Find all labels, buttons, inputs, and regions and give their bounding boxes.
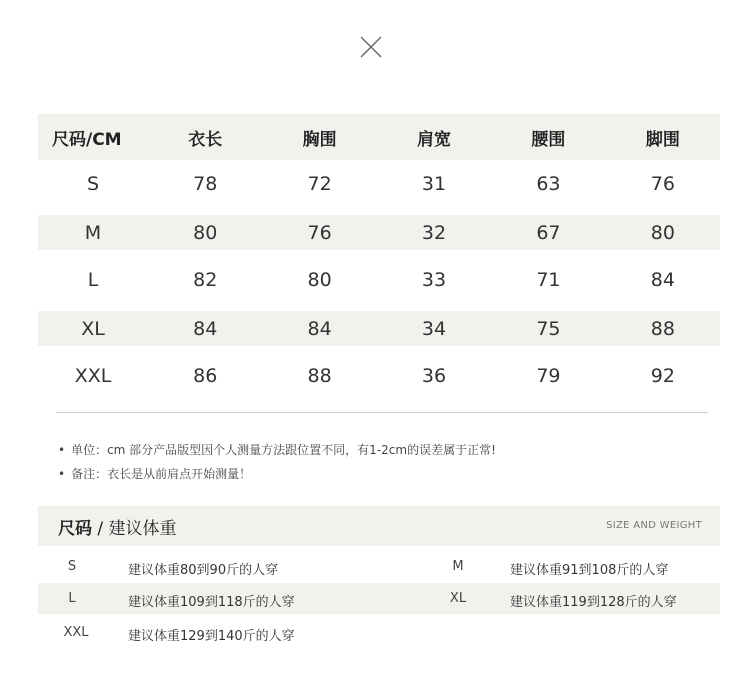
weight-section-title — [58, 514, 177, 539]
weight-text: 建议体重129到140斤的人穿 — [128, 629, 295, 644]
size-cell: M — [84, 221, 102, 244]
header-waist: 腰围 — [531, 129, 566, 150]
note-unit — [58, 438, 496, 462]
table-header — [38, 114, 720, 160]
weight-row — [38, 583, 720, 614]
header-hem: 脚围 — [645, 129, 680, 150]
value-cell: 88 — [650, 317, 675, 340]
table-row — [38, 160, 720, 208]
value-cell: 80 — [193, 221, 218, 244]
value-cell: 88 — [307, 365, 332, 387]
weight-title-bold: 尺码 — [58, 519, 92, 539]
value-cell: 84 — [650, 269, 675, 291]
value-cell: 80 — [650, 221, 675, 244]
note-unit-text: 单位：cm 部分产品版型因个人测量方法跟位置不同，有1-2cm的误差属于正常! — [71, 443, 496, 457]
value-cell: 31 — [421, 173, 447, 195]
weight-section-subtitle: SIZE AND WEIGHT — [606, 520, 702, 531]
bullet-icon: • — [58, 443, 66, 457]
notes — [58, 438, 496, 486]
value-cell: 84 — [193, 317, 218, 340]
weight-section-header — [38, 506, 720, 546]
value-cell: 33 — [421, 269, 447, 291]
weight-text: 建议体重119到128斤的人穿 — [510, 595, 677, 610]
table-row — [38, 256, 720, 304]
weight-row — [38, 617, 720, 648]
value-cell: 82 — [193, 269, 218, 291]
value-cell: 71 — [536, 269, 561, 291]
value-cell: 78 — [193, 173, 218, 195]
header-shoulder: 肩宽 — [417, 129, 452, 150]
table-divider — [56, 412, 708, 413]
value-cell: 86 — [193, 365, 218, 387]
table-row — [38, 311, 720, 346]
weight-text: 建议体重91到108斤的人穿 — [510, 563, 669, 578]
value-cell: 80 — [307, 269, 332, 291]
weight-size: L — [68, 591, 76, 606]
weight-title-rest: / 建议体重 — [92, 519, 177, 539]
weight-text: 建议体重80到90斤的人穿 — [128, 563, 279, 578]
value-cell: 72 — [307, 173, 332, 195]
value-cell: 92 — [650, 365, 675, 387]
value-cell: 76 — [307, 221, 332, 244]
weight-text: 建议体重109到118斤的人穿 — [128, 595, 295, 610]
value-cell: 76 — [650, 173, 675, 195]
value-cell: 32 — [421, 221, 447, 244]
note-remark — [58, 462, 496, 486]
size-cell: XL — [81, 317, 105, 340]
weight-size: XL — [449, 591, 467, 606]
value-cell: 79 — [536, 365, 561, 387]
close-icon[interactable] — [358, 34, 384, 60]
value-cell: 34 — [421, 317, 447, 340]
table-row — [38, 352, 720, 400]
size-table — [38, 114, 720, 400]
header-length: 衣长 — [188, 129, 223, 150]
value-cell: 67 — [536, 221, 561, 244]
table-row — [38, 215, 720, 250]
weight-size: XXL — [63, 625, 89, 640]
value-cell: 63 — [536, 173, 561, 195]
header-size: 尺码/CM — [52, 129, 122, 150]
weight-row — [38, 551, 720, 582]
bullet-icon: • — [58, 467, 66, 481]
weight-size: M — [452, 559, 464, 574]
value-cell: 36 — [421, 365, 447, 387]
value-cell: 84 — [307, 317, 332, 340]
size-cell: XXL — [74, 365, 112, 387]
value-cell: 75 — [536, 317, 561, 340]
size-cell: S — [86, 173, 100, 195]
weight-size: S — [67, 559, 77, 574]
header-chest: 胸围 — [302, 129, 337, 150]
note-remark-text: 备注：衣长是从前肩点开始测量！ — [71, 467, 252, 481]
size-cell: L — [87, 269, 99, 291]
